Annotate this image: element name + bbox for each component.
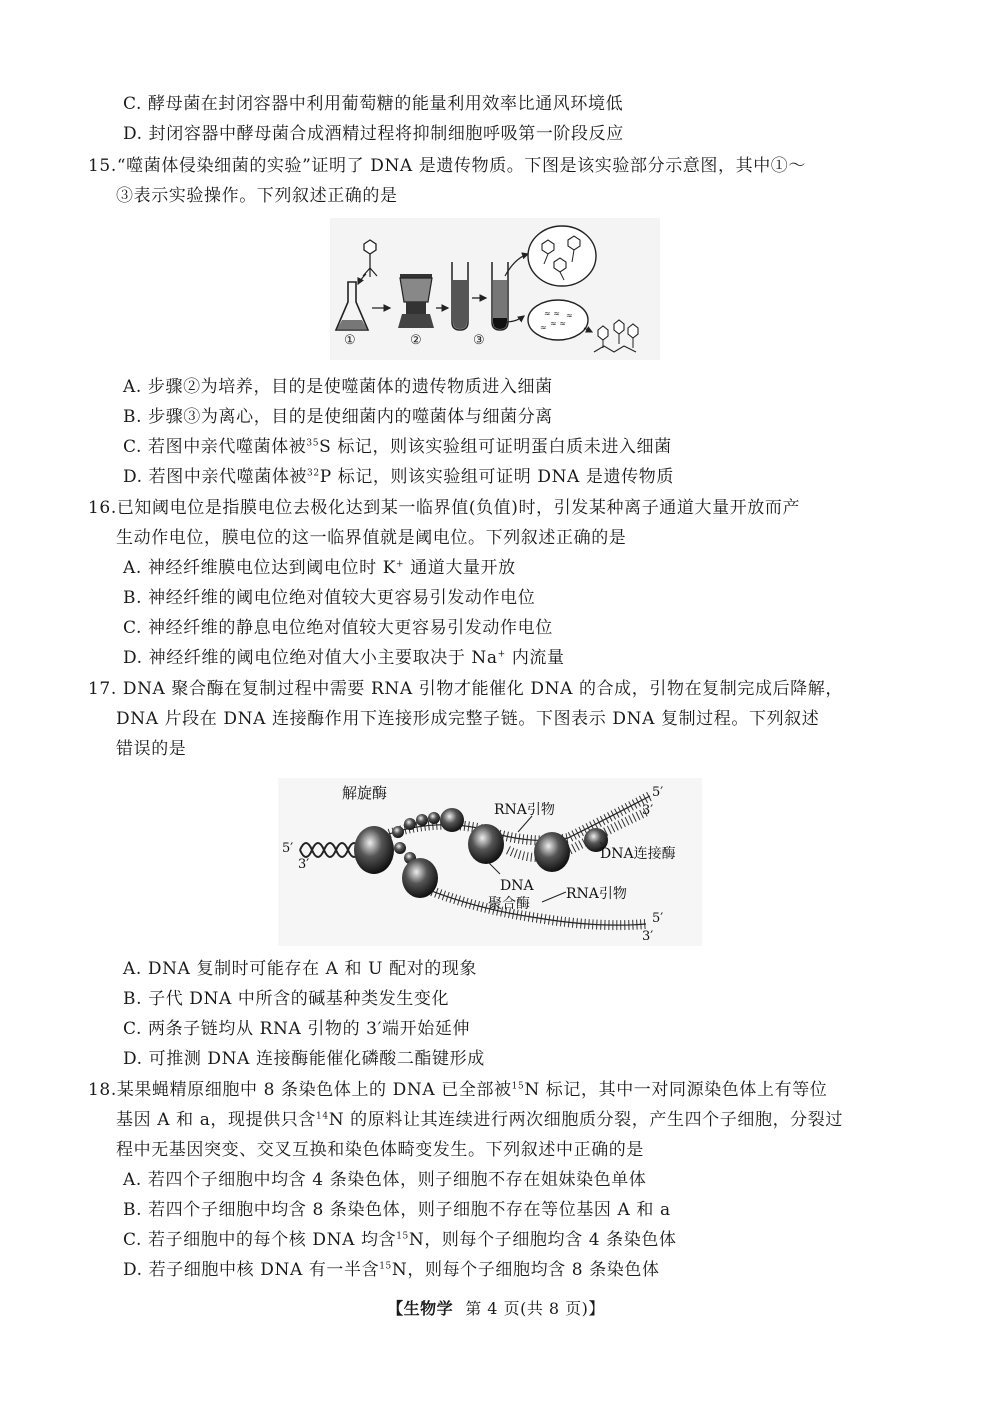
- q15-option-a: A. 步骤②为培养，目的是使噬菌体的遗传物质进入细菌: [123, 377, 553, 397]
- q17-option-c: C. 两条子链均从 RNA 引物的 3′端开始延伸: [123, 1019, 471, 1039]
- svg-text:≈ ≈: ≈ ≈: [544, 309, 560, 318]
- label-rna-primer-top: RNA引物: [494, 802, 555, 818]
- q18-option-b: B. 若四个子细胞中均含 8 条染色体，则子细胞不存在等位基因 A 和 a: [123, 1200, 671, 1220]
- svg-text:≈: ≈: [566, 311, 573, 320]
- label-5prime-botright: 5′: [652, 911, 664, 926]
- q14-option-d: D. 封闭容器中酵母菌合成酒精过程将抑制细胞呼吸第一阶段反应: [123, 124, 624, 144]
- label-dna-polymerase-2: 聚合酶: [488, 896, 530, 912]
- q18-option-a: A. 若四个子细胞中均含 4 条染色体，则子细胞不存在姐妹染色单体: [123, 1170, 647, 1190]
- blender-icon: [398, 274, 434, 328]
- label-dna-polymerase-1: DNA: [500, 878, 534, 894]
- q15-option-d: D. 若图中亲代噬菌体被$^{32}$P 标记，则该实验组可证明 DNA 是遗传物质: [123, 467, 674, 487]
- q17-stem-line2: DNA 片段在 DNA 连接酶作用下连接形成完整子链。下图表示 DNA 复制过程。下列叙述: [116, 709, 820, 729]
- q16-option-b: B. 神经纤维的阈电位绝对值较大更容易引发动作电位: [123, 588, 536, 608]
- q18-stem-line1: 18.某果蝇精原细胞中 8 条染色体上的 DNA 已全部被$^{15}$N 标记，其中一对同源染色体上有等位: [88, 1080, 828, 1100]
- polymerase-blob-top: [440, 808, 464, 832]
- figure-label-2: ②: [410, 333, 422, 348]
- svg-text:≈ ≈: ≈ ≈: [550, 319, 566, 328]
- label-5prime-left: 5′: [282, 841, 294, 856]
- q17-stem-line1: 17. DNA 聚合酶在复制过程中需要 RNA 引物才能催化 DNA 的合成，引物在复制完成后降解，: [88, 679, 843, 699]
- q17-option-b: B. 子代 DNA 中所含的碱基种类发生变化: [123, 989, 450, 1009]
- q16-option-a: A. 神经纤维膜电位达到阈电位时 K+ 通道大量开放: [123, 558, 516, 578]
- figure-label-3: ③: [473, 333, 485, 348]
- q18-option-d: D. 若子细胞中核 DNA 有一半含$^{15}$N，则每个子细胞均含 8 条染色体: [123, 1260, 660, 1280]
- q17-stem-line3: 错误的是: [116, 739, 187, 759]
- q15-option-c: C. 若图中亲代噬菌体被$^{35}$S 标记，则该实验组可证明蛋白质未进入细菌: [123, 437, 672, 457]
- polymerase-blob-right: [534, 832, 570, 872]
- svg-text:≈: ≈: [540, 323, 547, 332]
- q18-option-c: C. 若子细胞中的每个核 DNA 均含$^{15}$N，则每个子细胞均含 4 条染色体: [123, 1230, 677, 1250]
- label-5prime-topright: 5′: [652, 785, 664, 800]
- phage-experiment-figure: [330, 218, 660, 360]
- q18-stem-line2: 基因 A 和 a，现提供只含$^{14}$N 的原料让其连续进行两次细胞质分裂，产生四个子细胞，分裂过: [116, 1110, 843, 1130]
- helicase-blob: [354, 826, 394, 874]
- dna-replication-figure: [278, 778, 702, 946]
- supernatant-ellipse: [528, 226, 596, 286]
- label-rna-primer-bottom: RNA引物: [566, 886, 627, 902]
- label-3prime-botright: 3′: [642, 929, 654, 944]
- q15-stem-line2: ③表示实验操作。下列叙述正确的是: [116, 186, 398, 206]
- label-3prime-left: 3′: [298, 857, 310, 872]
- q15-option-b: B. 步骤③为离心，目的是使细菌内的噬菌体与细菌分离: [123, 407, 553, 427]
- sediment-ellipse: [528, 300, 588, 340]
- footer-page-number: 第 4 页(共 8 页)】: [465, 1299, 605, 1318]
- figure-label-1: ①: [344, 333, 356, 348]
- label-helicase: 解旋酶: [342, 784, 388, 802]
- polymerase-blob-mid: [468, 824, 504, 864]
- label-3prime-topright: 3′: [642, 803, 654, 818]
- q16-stem-line2: 生动作电位，膜电位的这一临界值就是阈电位。下列叙述正确的是: [116, 528, 627, 548]
- q16-option-d: D. 神经纤维的阈电位绝对值大小主要取决于 Na+ 内流量: [123, 648, 565, 668]
- q14-option-c: C. 酵母菌在封闭容器中利用葡萄糖的能量利用效率比通风环境低: [123, 94, 624, 114]
- q15-stem-line1: 15.“噬菌体侵染细菌的实验”证明了 DNA 是遗传物质。下图是该实验部分示意图，其中①～: [88, 156, 807, 176]
- q17-option-a: A. DNA 复制时可能存在 A 和 U 配对的现象: [123, 959, 478, 979]
- q17-option-d: D. 可推测 DNA 连接酶能催化磷酸二酯键形成: [123, 1049, 485, 1069]
- page-footer: [0, 1296, 992, 1319]
- label-dna-ligase: DNA连接酶: [600, 846, 676, 862]
- q18-stem-line3: 程中无基因突变、交叉互换和染色体畸变发生。下列叙述中正确的是: [116, 1140, 644, 1160]
- footer-subject: 【生物学: [387, 1299, 454, 1318]
- polymerase-blob-bottom: [402, 858, 438, 898]
- q16-stem-line1: 16.已知阈电位是指膜电位去极化达到某一临界值(负值)时，引发某种离子通道大量开放而产: [88, 498, 801, 518]
- q16-option-c: C. 神经纤维的静息电位绝对值较大更容易引发动作电位: [123, 618, 553, 638]
